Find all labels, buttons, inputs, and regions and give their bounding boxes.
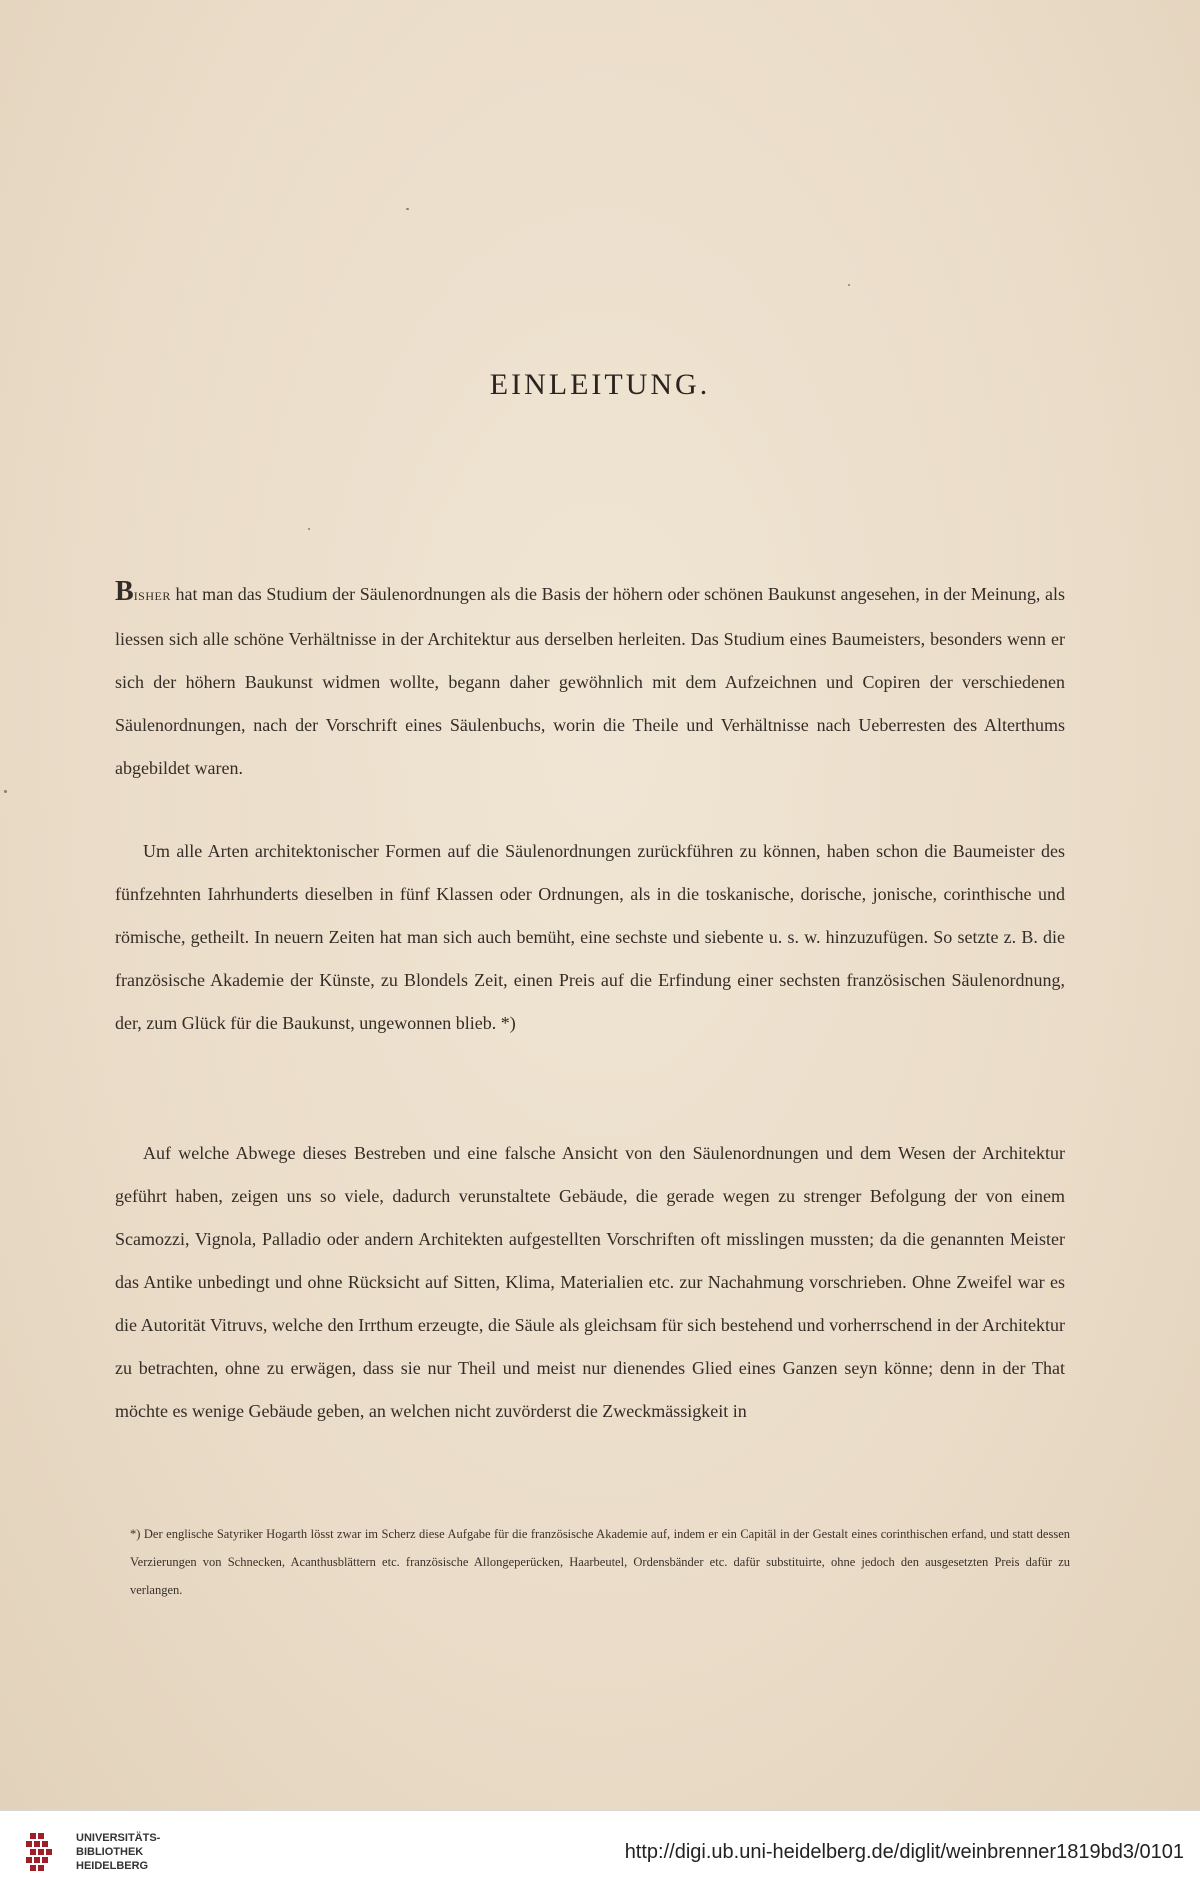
library-footer-bar — [0, 1810, 1200, 1894]
page-title: EINLEITUNG. — [489, 368, 711, 401]
paragraph-text: Um alle Arten architektonischer Formen auf die Säulenordnungen zurückführen zu können, haben schon die Baumeister des fünfzehnten Iahrhunderts dieselben in fünf Klassen oder Ordnungen, als in die toskanische, dorische, jonische, corinthische und römische, getheilt. In neuern Zeiten hat man sich auch bemüht, eine sechste und siebente u. s. w. hinzuzufügen. So setzte z. B. die französische Akademie der Künste, zu Blondels Zeit, einen Preis auf die Erfindung einer sechsten französischen Säulenordnung, der, zum Glück für die Baukunst, ungewonnen blieb. *) — [115, 841, 1065, 1033]
permalink-url[interactable]: http://digi.ub.uni-heidelberg.de/diglit/weinbrenner1819bd3/0101 — [624, 1841, 1184, 1863]
library-name-line: HEIDELBERG — [76, 1860, 149, 1872]
paragraph-3 — [115, 1132, 1065, 1433]
paper-speck — [4, 790, 7, 793]
library-name-line: UNIVERSITÄTS- — [76, 1832, 161, 1844]
library-name-line: BIBLIOTHEK — [76, 1846, 144, 1858]
footnote: *) Der englische Satyriker Hogarth lösst zwar im Scherz diese Aufgabe für die französische Akademie auf, indem er ein Capitäl in der Gestalt eines corinthischen erfand, und statt dessen Verzierungen von Schnecken, Acanthusblättern etc. französische Allongeperücken, Haarbeutel, Ordensbänder etc. dafür substituirte, ohne jedoch den ausgesetzten Preis dafür zu verlangen. — [130, 1527, 1070, 1597]
paper-speck — [406, 208, 409, 210]
university-library-logo-icon — [24, 1831, 68, 1875]
paragraph-2 — [115, 830, 1065, 1045]
paragraph-text: hat man das Studium der Säulenordnungen als die Basis der höhern oder schönen Baukunst angesehen, in der Meinung, als liessen sich alle schöne Verhältnisse in der Architektur aus derselben herleiten. Das Studium eines Baumeisters, besonders wenn er sich der höhern Baukunst widmen wollte, begann daher gewöhnlich mit dem Aufzeichnen und Copiren der verschiedenen Säulenordnungen, nach der Vorschrift eines Säulenbuchs, worin die Theile und Verhältnisse nach Ueberresten des Alterthums abgebildet waren. — [115, 584, 1065, 778]
library-name — [76, 1831, 160, 1873]
paper-speck — [308, 528, 310, 530]
paragraph-1 — [115, 570, 1065, 790]
small-caps: ISHER — [133, 589, 171, 603]
paragraph-text: Auf welche Abwege dieses Bestreben und eine falsche Ansicht von den Säulenordnungen und dem Wesen der Architektur geführt haben, zeigen uns so viele, dadurch verunstaltete Gebäude, die gerade wegen zu strenger Befolgung der von einem Scamozzi, Vignola, Palladio oder andern Architekten aufgestellten Vorschriften oft misslingen mussten; da die genannten Meister das Antike unbedingt und ohne Rücksicht auf Sitten, Klima, Materialien etc. zur Nachahmung vorschrieben. Ohne Zweifel war es die Autorität Vitruvs, welche den Irrthum erzeugte, die Säule als gleichsam für sich bestehend und vorherrschend in der Architektur zu betrachten, ohne zu erwägen, dass sie nur Theil und meist nur dienendes Glied eines Ganzen seyn könne; denn in der That möchte es wenige Gebäude geben, an welchen nicht zuvörderst die Zweckmässigkeit in — [115, 1143, 1065, 1421]
paper-speck — [848, 284, 850, 286]
drop-cap: B — [115, 576, 134, 607]
